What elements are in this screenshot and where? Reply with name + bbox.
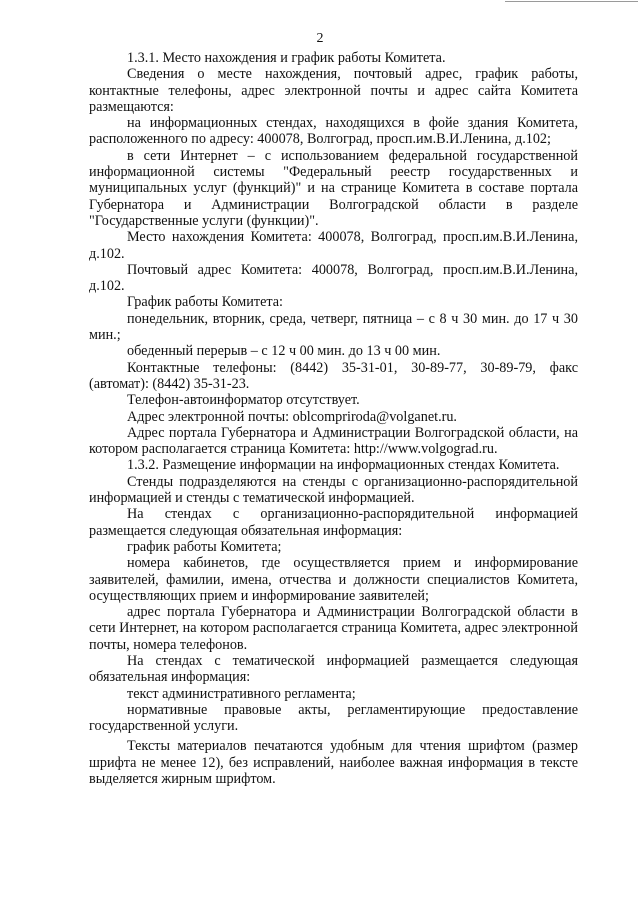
paragraph-item-office-numbers: номера кабинетов, где осуществляется прием и информирование заявителей, фамилии, имена, отчества и должности специалистов Комитета, осуществляющих прием и информирование заявителей; [89, 555, 578, 604]
section-heading-1-3-1: 1.3.1. Место нахождения и график работы Комитета. [127, 50, 446, 66]
paragraph-lunch-break: обеденный перерыв – с 12 ч 00 мин. до 13 ч 00 мин. [127, 343, 441, 360]
paragraph-item-normative-acts: нормативные правовые акты, регламентирующие предоставление государственной услуги. [89, 701, 578, 735]
paragraph-working-days: понедельник, вторник, среда, четверг, пятница – с 8 ч 30 мин. до 17 ч 30 мин.; [89, 310, 578, 344]
paragraph-schedule-heading: График работы Комитета: [127, 294, 283, 311]
top-edge-rule [505, 1, 638, 2]
paragraph-item-schedule: график работы Комитета; [127, 538, 282, 555]
paragraph-org-stands-intro: На стендах с организационно-распорядительной информацией размещается следующая обязательная информация: [89, 506, 578, 539]
paragraph-portal-address: Адрес портала Губернатора и Администрации Волгоградской области, на котором располагается страница Комитета: http://www.volgograd.ru. [89, 424, 578, 458]
paragraph-item-portal-address: адрес портала Губернатора и Администрации Волгоградской области в сети Интернет, на котором располагается страница Комитета, адрес электронной почты, номера телефонов. [89, 604, 578, 653]
section-heading-1-3-2: 1.3.2. Размещение информации на информационных стендах Комитета. [127, 457, 560, 474]
paragraph-autoinformer: Телефон-автоинформатор отсутствует. [127, 392, 360, 409]
paragraph-info-stands-location: на информационных стендах, находящихся в фойе здания Комитета, расположенного по адресу: 400078, Волгоград, просп.им.В.И.Ленина, д.102; [89, 115, 578, 148]
paragraph-postal-address: Почтовый адрес Комитета: 400078, Волгоград, просп.им.В.И.Ленина, д.102. [89, 261, 578, 295]
paragraph-print-requirements: Тексты материалов печатаются удобным для чтения шрифтом (размер шрифта не менее 12), без исправлений, наиболее важная информация в тексте выделяется жирным шрифтом. [89, 738, 578, 788]
page-number: 2 [316, 31, 324, 46]
paragraph-stands-types: Стенды подразделяются на стенды с организационно-распорядительной информацией и стенды с тематической информацией. [89, 473, 578, 507]
paragraph-email-address: Адрес электронной почты: oblcompriroda@volganet.ru. [127, 408, 457, 425]
paragraph-item-regulation-text: текст административного регламента; [127, 685, 356, 702]
document-body [89, 50, 578, 787]
paragraph-contact-phones: Контактные телефоны: (8442) 35-31-01, 30-89-77, 30-89-79, факс (автомат): (8442) 35-31-23. [89, 359, 578, 392]
paragraph-info-placement-intro: Сведения о месте нахождения, почтовый адрес, график работы, контактные телефоны, адрес электронной почты и адрес сайта Комитета размещаются: [89, 66, 578, 115]
paragraph-internet-placement: в сети Интернет – с использованием федеральной государственной информационной системы "Федеральный реестр государственных и муниципальных услуг (функций)" и на странице Комитета в составе портала Губернатора и Администрации Волгоградской области в разделе "Государственные услуги (функции)". [89, 147, 578, 229]
paragraph-thematic-stands-intro: На стендах с тематической информацией размещается следующая обязательная информация: [89, 652, 578, 686]
paragraph-committee-location: Место нахождения Комитета: 400078, Волгоград, просп.им.В.И.Ленина, д.102. [89, 229, 578, 262]
